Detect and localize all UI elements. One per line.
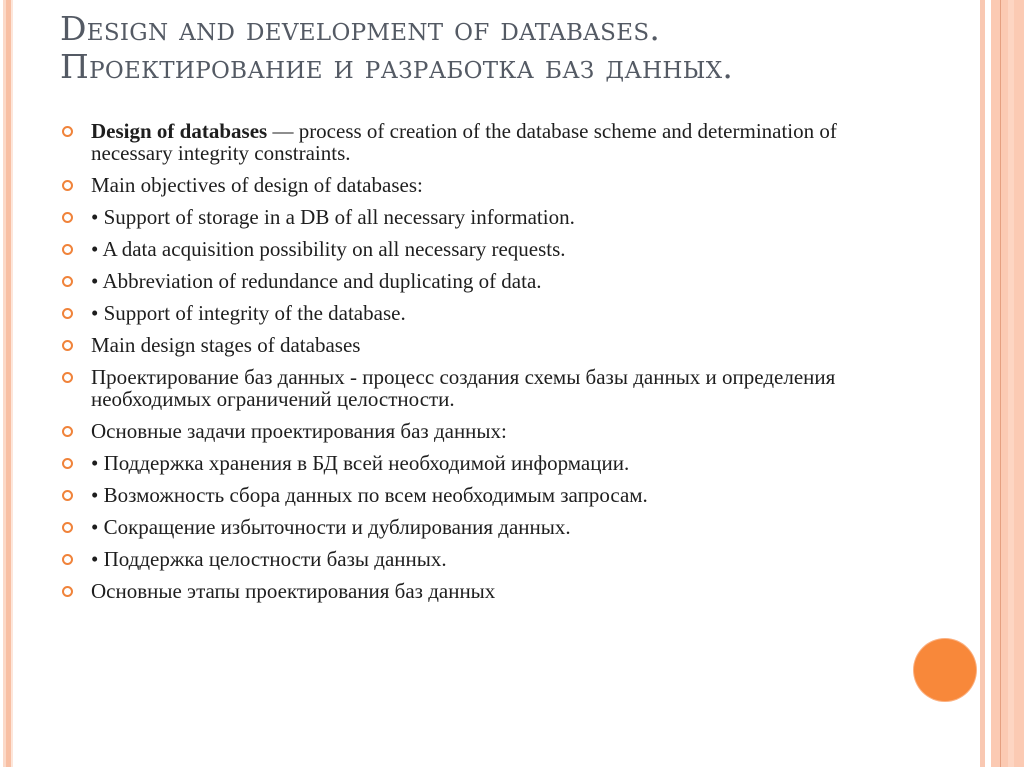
open-circle-bullet-icon <box>62 276 73 287</box>
bullet-item <box>60 120 900 164</box>
bullet-item <box>60 366 900 410</box>
open-circle-bullet-icon <box>62 340 73 351</box>
open-circle-bullet-icon <box>62 244 73 255</box>
open-circle-bullet-icon <box>62 180 73 191</box>
bullet-item <box>60 238 900 260</box>
bullet-item <box>60 174 900 196</box>
right-border-stripe <box>1008 0 1014 767</box>
bullet-text: Основные этапы проектирования баз данных <box>91 579 496 603</box>
bullet-text: Main design stages of databases <box>91 333 361 357</box>
open-circle-bullet-icon <box>62 126 73 137</box>
bullet-text: • Поддержка целостности базы данных. <box>91 547 447 571</box>
open-circle-bullet-icon <box>62 554 73 565</box>
bullet-item <box>60 548 900 570</box>
bullet-item <box>60 420 900 442</box>
bullet-text: • Support of integrity of the database. <box>91 301 406 325</box>
bullet-list <box>60 120 900 612</box>
bullet-text: • Поддержка хранения в БД всей необходимой информации. <box>91 451 630 475</box>
open-circle-bullet-icon <box>62 586 73 597</box>
bullet-item <box>60 452 900 474</box>
bullet-text: Основные задачи проектирования баз данных: <box>91 419 507 443</box>
bullet-item <box>60 580 900 602</box>
bullet-item <box>60 206 900 228</box>
title-line-english: Design and development of databases. <box>60 9 661 48</box>
right-border-line <box>1000 0 1001 767</box>
bullet-text: • A data acquisition possibility on all necessary requests. <box>91 237 566 261</box>
open-circle-bullet-icon <box>62 308 73 319</box>
title-line-russian: Проектирование и разработка баз данных. <box>60 47 734 86</box>
slide-title <box>60 10 960 86</box>
bullet-item <box>60 270 900 292</box>
orange-circle-decoration-icon <box>914 639 976 701</box>
bullet-bold-term: Design of databases <box>91 119 268 143</box>
open-circle-bullet-icon <box>62 212 73 223</box>
bullet-text: • Сокращение избыточности и дублирования данных. <box>91 515 571 539</box>
open-circle-bullet-icon <box>62 490 73 501</box>
bullet-text: • Возможность сбора данных по всем необходимым запросам. <box>91 483 648 507</box>
bullet-item <box>60 302 900 324</box>
bullet-text: • Abbreviation of redundance and duplicating of data. <box>91 269 542 293</box>
bullet-text: Main objectives of design of databases: <box>91 173 423 197</box>
bullet-item <box>60 516 900 538</box>
open-circle-bullet-icon <box>62 522 73 533</box>
bullet-text: Проектирование баз данных - процесс создания схемы базы данных и определения необходимых ограничений целостности. <box>91 365 836 411</box>
bullet-text: • Support of storage in a DB of all necessary information. <box>91 205 575 229</box>
bullet-item <box>60 484 900 506</box>
open-circle-bullet-icon <box>62 372 73 383</box>
right-border-stripe <box>980 0 985 767</box>
open-circle-bullet-icon <box>62 426 73 437</box>
bullet-text: — process of creation of the database scheme and determination of necessary integrity constraints. <box>91 119 837 165</box>
bullet-item <box>60 334 900 356</box>
open-circle-bullet-icon <box>62 458 73 469</box>
left-border-stripe <box>11 0 13 767</box>
